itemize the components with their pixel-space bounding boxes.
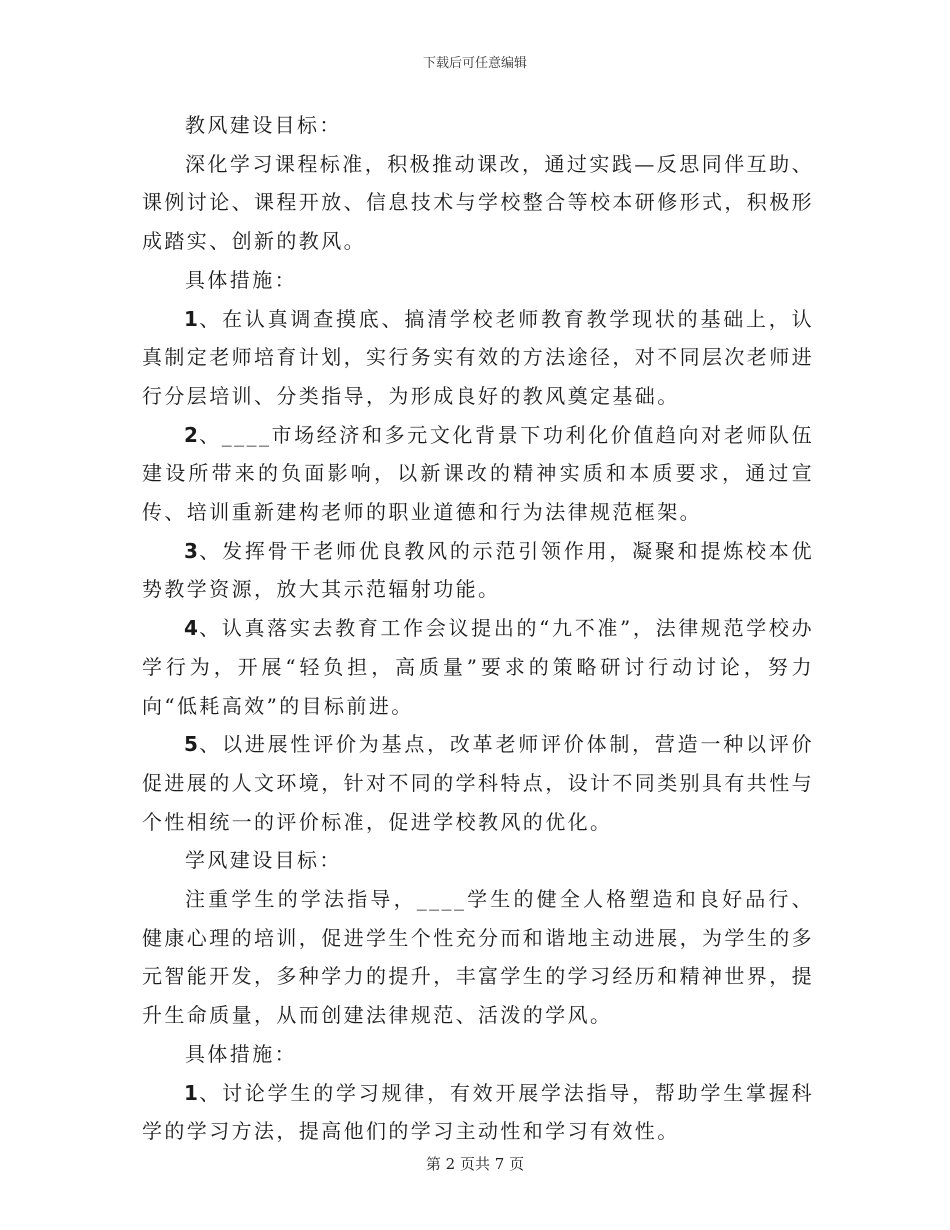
paragraph-text: 、发挥骨干老师优良教风的示范引领作用，凝聚和提炼校本优势教学资源，放大其示范辐射功能。 — [142, 538, 814, 602]
paragraph — [142, 725, 814, 841]
page-header: 下载后可任意编辑 — [422, 56, 527, 71]
paragraph — [142, 609, 814, 725]
paragraph-text: 、以进展性评价为基点，改革老师评价体制，营造一种以评价促进展的人文环境，针对不同的学科特点，设计不同类别具有共性与个性相统一的评价标准，促进学校教风的优化。 — [142, 732, 814, 834]
paragraph-text: 具体措施： — [185, 1041, 297, 1066]
item-number: 3 — [184, 538, 198, 563]
paragraph — [142, 416, 814, 532]
item-number: 1 — [184, 1080, 198, 1105]
paragraph — [142, 261, 814, 300]
paragraph — [142, 300, 814, 416]
paragraph-text: 学风建设目标： — [185, 848, 342, 873]
item-number: 2 — [184, 422, 198, 447]
paragraph-text: 、____市场经济和多元文化背景下功利化价值趋向对老师队伍建设所带来的负面影响，以新课改的精神实质和本质要求，通过宣传、培训重新建构老师的职业道德和行为法律规范框架。 — [142, 422, 814, 525]
paragraph-text: 注重学生的学法指导，____学生的健全人格塑造和良好品行、健康心理的培训，促进学生个性充分而和谐地主动进展，为学生的多元智能开发，多种学力的提升，丰富学生的学习经历和精神世界，提升生命质量，从而创建法律规范、活泼的学风。 — [142, 887, 814, 1028]
page-footer: 第 2 页共 7 页 — [425, 1155, 525, 1173]
item-number: 4 — [184, 616, 198, 641]
paragraph-text: 深化学习课程标准，积极推动课改，通过实践—反思同伴互助、课例讨论、课程开放、信息技术与学校整合等校本研修形式，积极形成踏实、创新的教风。 — [142, 151, 814, 254]
paragraph-text: 具体措施： — [185, 267, 297, 292]
paragraph — [142, 1074, 814, 1151]
paragraph-text: 教风建设目标： — [185, 113, 342, 137]
paragraph-text: 、认真落实去教育工作会议提出的“九不准”，法律规范学校办学行为，开展“轻负担，高质量”要求的策略研讨行动讨论，努力向“低耗高效”的目标前进。 — [142, 616, 814, 718]
paragraph — [142, 841, 814, 880]
paragraph-text: 、讨论学生的学习规律，有效开展学法指导，帮助学生掌握科学的学习方法，提高他们的学习主动性和学习有效性。 — [142, 1080, 814, 1144]
document-body — [142, 106, 814, 1151]
paragraph — [142, 145, 814, 261]
paragraph-text: 、在认真调查摸底、搞清学校老师教育教学现状的基础上，认真制定老师培育计划，实行务实有效的方法途径，对不同层次老师进行分层培训、分类指导，为形成良好的教风奠定基础。 — [142, 306, 814, 408]
paragraph — [142, 106, 814, 145]
paragraph — [142, 880, 814, 1035]
item-number: 5 — [184, 732, 198, 757]
paragraph — [142, 532, 814, 609]
paragraph — [142, 1035, 814, 1074]
item-number: 1 — [184, 306, 198, 331]
